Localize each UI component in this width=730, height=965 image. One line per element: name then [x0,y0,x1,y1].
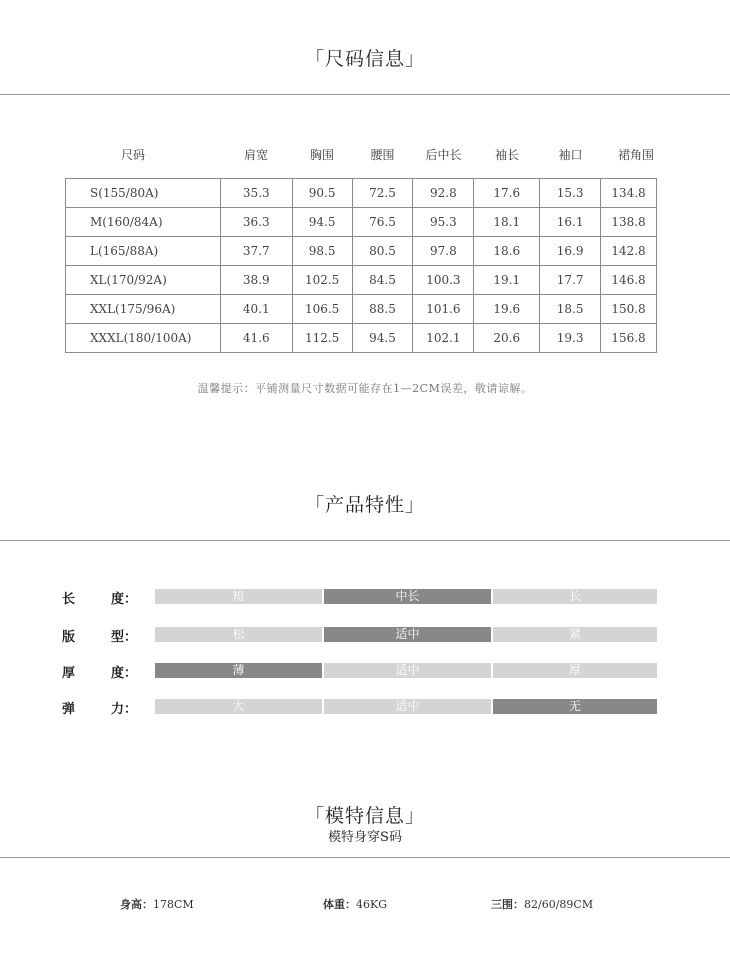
feature-label-char: 度： [110,592,137,607]
header-cuff: 袖口 [558,148,583,162]
header-back-length: 后中长 [425,148,462,162]
feature-option: 适中 [324,699,491,714]
measurement-cell: 19.1 [474,266,540,295]
model-weight [323,896,387,912]
measurement-notice: 温馨提示：平铺测量尺寸数据可能存在1—2CM误差，敬请谅解。 [197,382,533,395]
feature-label-char: 度： [110,666,137,681]
measurement-cell: 19.3 [540,324,601,353]
header-hem: 裙角围 [617,148,654,162]
model-measurements [491,896,593,912]
measurement-cell: 102.5 [292,266,352,295]
measurement-cell: 40.1 [220,295,292,324]
measurement-cell: 15.3 [540,179,601,208]
measurement-cell: 76.5 [352,208,413,237]
measurement-cell: 138.8 [601,208,657,237]
header-sleeve-length: 袖长 [494,148,519,162]
measurement-cell: 16.9 [540,237,601,266]
measurement-cell: 106.5 [292,295,352,324]
size-table [65,178,657,353]
feature-option-selected: 薄 [155,663,322,678]
model-weight-value: 46KG [356,898,388,911]
measurement-cell: 35.3 [220,179,292,208]
feature-label-char: 厚 [62,666,76,681]
measurement-cell: 80.5 [352,237,413,266]
model-height-value: 178CM [153,898,194,911]
model-section-subtitle: 模特身穿S码 [328,830,402,845]
measurement-cell: 100.3 [413,266,474,295]
model-measurements-value: 82/60/89CM [524,898,594,911]
measurement-cell: 37.7 [220,237,292,266]
size-label-cell: XXXL(180/100A) [66,324,221,353]
measurement-cell: 18.1 [474,208,540,237]
measurement-cell: 38.9 [220,266,292,295]
measurement-cell: 142.8 [601,237,657,266]
size-table-body [66,179,657,353]
measurement-cell: 41.6 [220,324,292,353]
measurement-cell: 18.6 [474,237,540,266]
size-label-cell: M(160/84A) [66,208,221,237]
feature-label-char: 长 [62,592,76,607]
model-height-label: 身高： [120,898,153,911]
model-weight-label: 体重： [323,898,356,911]
feature-label-char: 版 [62,630,76,645]
feature-section-title: 「产品特性」 [304,494,425,516]
header-chest: 胸围 [309,148,334,162]
table-row [66,237,657,266]
header-shoulder: 肩宽 [243,148,268,162]
table-row [66,266,657,295]
measurement-cell: 101.6 [413,295,474,324]
measurement-cell: 19.6 [474,295,540,324]
feature-option: 长 [493,589,657,604]
measurement-cell: 97.8 [413,237,474,266]
feature-option-selected: 中长 [324,589,491,604]
model-measurements-label: 三围： [491,898,524,911]
feature-label-char: 弹 [62,702,76,717]
table-row [66,324,657,353]
size-label-cell: L(165/88A) [66,237,221,266]
measurement-cell: 95.3 [413,208,474,237]
measurement-cell: 94.5 [352,324,413,353]
feature-label-char: 力： [110,702,137,717]
table-row [66,179,657,208]
header-size: 尺码 [120,148,145,162]
measurement-cell: 16.1 [540,208,601,237]
measurement-cell: 94.5 [292,208,352,237]
feature-option: 紧 [493,627,657,642]
measurement-cell: 84.5 [352,266,413,295]
measurement-cell: 72.5 [352,179,413,208]
feature-option-selected: 无 [493,699,657,714]
table-row [66,295,657,324]
feature-option: 适中 [324,663,491,678]
measurement-cell: 156.8 [601,324,657,353]
measurement-cell: 134.8 [601,179,657,208]
feature-label-char: 型： [110,630,137,645]
feature-option: 大 [155,699,322,714]
feature-label [62,698,137,717]
feature-label [62,626,137,645]
size-label-cell: XL(170/92A) [66,266,221,295]
divider [0,540,730,541]
measurement-cell: 88.5 [352,295,413,324]
measurement-cell: 20.6 [474,324,540,353]
measurement-cell: 150.8 [601,295,657,324]
measurement-cell: 112.5 [292,324,352,353]
measurement-cell: 17.7 [540,266,601,295]
size-label-cell: XXL(175/96A) [66,295,221,324]
divider [0,857,730,858]
divider [0,94,730,95]
feature-label [62,662,137,681]
header-waist: 腰围 [370,148,395,162]
measurement-cell: 92.8 [413,179,474,208]
model-section-title: 「模特信息」 [304,805,425,827]
size-section-title: 「尺码信息」 [304,48,425,70]
measurement-cell: 36.3 [220,208,292,237]
table-row [66,208,657,237]
feature-option: 短 [155,589,322,604]
model-height [120,896,194,912]
feature-label [62,588,137,607]
measurement-cell: 90.5 [292,179,352,208]
measurement-cell: 17.6 [474,179,540,208]
feature-option: 松 [155,627,322,642]
size-label-cell: S(155/80A) [66,179,221,208]
measurement-cell: 102.1 [413,324,474,353]
measurement-cell: 98.5 [292,237,352,266]
feature-option: 厚 [493,663,657,678]
measurement-cell: 146.8 [601,266,657,295]
feature-option-selected: 适中 [324,627,491,642]
measurement-cell: 18.5 [540,295,601,324]
